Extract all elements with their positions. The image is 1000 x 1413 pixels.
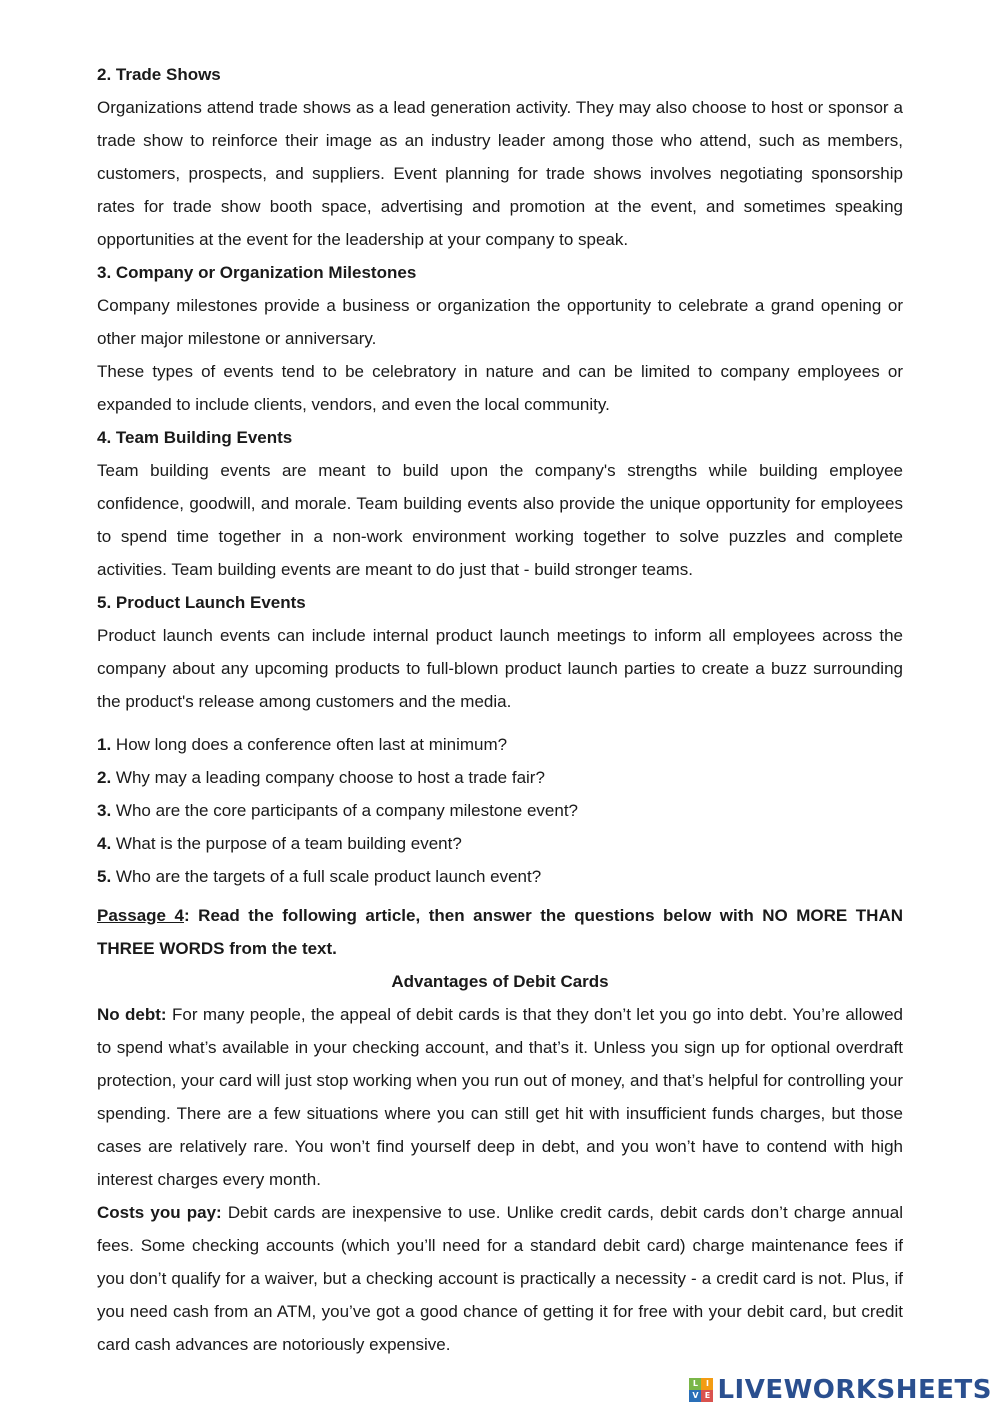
section-heading-milestones: 3. Company or Organization Milestones — [97, 263, 417, 282]
question-item: 1. How long does a conference often last at minimum? — [97, 735, 508, 754]
liveworksheets-logo-text: LIVEWORKSHEETS — [717, 1375, 992, 1405]
section-heading-trade-shows: 2. Trade Shows — [97, 65, 221, 84]
question-item: 2. Why may a leading company choose to host a trade fair? — [97, 768, 545, 787]
document-page — [97, 58, 903, 1361]
article-paragraph-no-debt: No debt: For many people, the appeal of debit cards is that they don’t let you go into debt. You’re allowed to spend what’s available in your checking account, and that’s it. Unless you sign up for optional overdraft protection, your card will just stop working when you run out of money, and that’s helpful for controlling your spending. There are a few situations where you can still get hit with insufficient funds charges, but those cases are relatively rare. You won’t find yourself deep in debt, and you won’t have to contend with high interest charges every month. — [97, 1005, 903, 1189]
question-item: 4. What is the purpose of a team building event? — [97, 834, 462, 853]
question-item: 3. Who are the core participants of a company milestone event? — [97, 801, 578, 820]
liveworksheets-logo — [689, 1375, 992, 1405]
article-title: Advantages of Debit Cards — [391, 972, 609, 991]
section-heading-product-launch: 5. Product Launch Events — [97, 593, 306, 612]
liveworksheets-logo-icon: L I V E — [689, 1378, 713, 1402]
section-body-team-building: Team building events are meant to build upon the company's strengths while building employee confidence, goodwill, and morale. Team building events also provide the unique opportunity for employees to spend time together in a non-work environment working together to solve puzzles and complete activities. Team building events are meant to do just that - build stronger teams. — [97, 461, 903, 579]
section-body-milestones-1: Company milestones provide a business or organization the opportunity to celebrate a grand opening or other major milestone or anniversary. — [97, 296, 903, 348]
section-body-milestones-2: These types of events tend to be celebratory in nature and can be limited to company employees or expanded to include clients, vendors, and even the local community. — [97, 362, 903, 414]
article-paragraph-costs: Costs you pay: Debit cards are inexpensive to use. Unlike credit cards, debit cards don’t charge annual fees. Some checking accounts (which you’ll need for a standard debit card) charge maintenance fees if you don’t qualify for a waiver, but a checking account is practically a necessity - a credit card is not. Plus, if you need cash from an ATM, you’ve got a good chance of getting it for free with your debit card, but credit card cash advances are notoriously expensive. — [97, 1203, 903, 1354]
section-body-trade-shows: Organizations attend trade shows as a lead generation activity. They may also choose to host or sponsor a trade show to reinforce their image as an industry leader among those who attend, such as members, customers, prospects, and suppliers. Event planning for trade shows involves negotiating sponsorship rates for trade show booth space, advertising and promotion at the event, and sometimes speaking opportunities at the event for the leadership at your company to speak. — [97, 98, 903, 249]
section-body-product-launch: Product launch events can include internal product launch meetings to inform all employees across the company about any upcoming products to full-blown product launch parties to create a buzz surrounding the product's release among customers and the media. — [97, 626, 903, 711]
section-heading-team-building: 4. Team Building Events — [97, 428, 293, 447]
passage-label: Passage 4 — [97, 906, 184, 925]
passage-instruction: Passage 4: Read the following article, then answer the questions below with NO MORE THAN THREE WORDS from the text. — [97, 906, 903, 958]
question-item: 5. Who are the targets of a full scale product launch event? — [97, 867, 542, 886]
question-list — [97, 728, 903, 893]
